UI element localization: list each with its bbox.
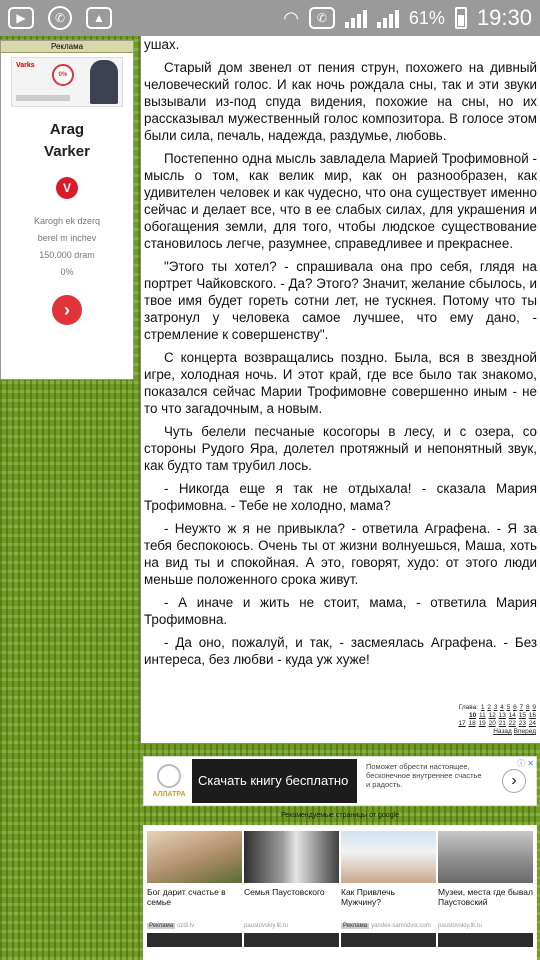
chapter-link[interactable]: 24 <box>528 720 536 727</box>
paragraph: - А иначе и жить не стоит, мама, - ответила Мария Трофимовна. <box>144 595 537 627</box>
prev-chapter-link[interactable]: Назад <box>493 728 512 735</box>
ad-desc-line: 0% <box>60 267 74 277</box>
recommended-caption[interactable]: Семья Паустовского <box>244 887 325 897</box>
ad-tag: Реклама <box>149 923 174 929</box>
paragraph: С концерта возвращались поздно. Была, вся в звездной игре, холодная ночь. И этот край, где все было так знакомо, показался сейчас Марии Трофимовне совершенно иным - не то что загадочным, а новым. <box>144 350 537 416</box>
ad-arrow-button[interactable]: › <box>502 769 526 793</box>
recommended-card[interactable] <box>438 831 533 929</box>
recommended-image[interactable] <box>244 933 339 947</box>
recommended-image[interactable] <box>244 831 339 883</box>
recommended-row-2 <box>143 929 537 947</box>
recommended-image[interactable] <box>438 831 533 883</box>
chapter-link[interactable]: 2 <box>487 704 491 711</box>
chapter-navigation <box>457 704 536 736</box>
recommended-caption[interactable]: Бог дарит счастье в семье <box>147 887 226 907</box>
recommended-source <box>244 923 339 929</box>
chapter-link[interactable]: 7 <box>519 704 524 711</box>
ad-banner-image[interactable] <box>11 57 123 107</box>
battery-percent: 61% <box>408 7 445 28</box>
recommended-title: Рекомендуемые страницы от google <box>280 812 400 819</box>
ad-badge-icon: 0% <box>52 64 74 86</box>
allatra-brand-name: АЛЛАТРА <box>152 791 186 798</box>
ad-description <box>1 213 133 281</box>
ad-open-button[interactable]: › <box>52 295 82 325</box>
source-domain: paustovskiy.lit.ru <box>244 923 288 929</box>
recommended-source <box>341 923 436 929</box>
chapter-link[interactable]: 4 <box>500 704 504 711</box>
chapter-link[interactable]: 12 <box>488 712 496 719</box>
next-chapter-link[interactable]: Вперед <box>513 728 536 735</box>
chapter-link[interactable]: 11 <box>479 712 486 719</box>
ad-desc-line: Karogh ek dzerq <box>33 216 101 226</box>
download-book-button[interactable]: Скачать книгу бесплатно <box>192 759 357 803</box>
recommended-card[interactable] <box>147 831 242 929</box>
chapter-link[interactable]: 9 <box>532 704 536 711</box>
book-download-ad[interactable] <box>143 756 537 806</box>
ad-brand-logo: Varks <box>16 62 35 69</box>
recommended-card[interactable] <box>244 831 339 929</box>
paragraph: Чуть белели песчаные косогоры в лесу, и с озера, со стороны Рудого Яра, долетел протяжный и непонятный звук, как будто там трубил лось. <box>144 424 537 473</box>
youtube-icon: ▶ <box>8 7 34 29</box>
recommended-caption[interactable]: Как Привлечь Мужчину? <box>341 887 395 907</box>
paragraph: - Да оно, пожалуй, и так, - засмеялась Аграфена. - Без интереса, без любви - куда уж хуже! <box>144 635 537 667</box>
signal-icon-2 <box>377 8 399 28</box>
clock: 19:30 <box>476 5 532 30</box>
chapter-link[interactable]: 19 <box>478 720 486 727</box>
chapter-link[interactable]: 20 <box>488 720 496 727</box>
chapter-link[interactable]: 3 <box>493 704 498 711</box>
recommended-image[interactable] <box>147 831 242 883</box>
chapter-link[interactable]: 15 <box>518 712 526 719</box>
recommended-source <box>147 923 242 929</box>
left-ad-panel[interactable] <box>0 40 134 380</box>
paragraph: - Никогда еще я так не отдыхала! - сказала Мария Трофимовна. - Тебе не холодно, мама? <box>144 481 537 513</box>
ad-brand-icon: V <box>56 177 78 199</box>
chapter-link[interactable]: 21 <box>498 720 506 727</box>
article-text <box>140 36 540 744</box>
recommended-image[interactable] <box>147 933 242 947</box>
ad-tag: Реклама <box>343 923 368 929</box>
chapter-link[interactable]: 14 <box>508 712 516 719</box>
wifi-icon: ◠ <box>283 7 299 28</box>
ad-strip <box>16 95 70 101</box>
status-bar <box>0 0 540 36</box>
paragraph: Постепенно одна мысль завладела Марией Трофимовной - мысль о том, как велик мир, как он разнообразен, как удивителен человек и как чудесно, что она существует именно сейчас и делает все, что в ее слабых силах, для украшения и обогащения земли, для того, чтобы людское существование становилось легче, разумнее, справедливее и прекраснее. <box>144 151 537 251</box>
source-domain: paustovskiy.lit.ru <box>438 923 482 929</box>
phone-icon: ✆ <box>309 7 335 29</box>
viber-icon: ✆ <box>48 6 72 30</box>
ad-info-close-icon[interactable]: ⓘ ✕ <box>517 759 534 768</box>
chapter-link[interactable]: 23 <box>518 720 526 727</box>
chapter-link[interactable]: 10 <box>468 712 477 719</box>
recommended-image[interactable] <box>341 933 436 947</box>
ad-title-line1: Arag <box>49 121 85 138</box>
recommended-card[interactable] <box>341 831 436 929</box>
gallery-icon: ▲ <box>86 7 112 29</box>
chapters-label: Глава: <box>458 704 479 711</box>
paragraph: Старый дом звенел от пения струн, похожего на дивный человеческий голос. И как ночь рождала сны, так и эти звуки вызывали из-под спуда видения, похожие на сны, но их рассказывал мужественный голос композитора. В голосе этом были сила, печаль, надежда, раздумье, любовь. <box>144 60 537 143</box>
chapter-link[interactable]: 22 <box>508 720 516 727</box>
ad-title-line2: Varker <box>44 143 90 160</box>
ad-title[interactable] <box>1 119 133 163</box>
source-domain: ozdi.lv <box>177 923 195 929</box>
allatra-emblem-icon <box>157 764 181 788</box>
ad-desc-line: 150.000 dram <box>39 250 95 260</box>
paragraph: "Этого ты хотел? - спрашивала она про себя, глядя на портрет Чайковского. - Да? Этого? Значит, желание сбылось, и твое имя будет гореть сотни лет, не тускнея. Потому что ты затронул у человека самое лучшее, что ему дано, - стремление к совершенству". <box>144 259 537 342</box>
recommended-image[interactable] <box>438 933 533 947</box>
paragraph: ушах. <box>144 37 180 52</box>
recommended-image[interactable] <box>341 831 436 883</box>
signal-icon <box>345 8 367 28</box>
chapter-link[interactable]: 18 <box>468 720 476 727</box>
recommended-pages <box>143 825 537 960</box>
chapter-link[interactable]: 5 <box>506 704 511 711</box>
allatra-logo <box>146 759 192 803</box>
chapter-link[interactable]: 17 <box>458 720 466 727</box>
chapter-link[interactable]: 8 <box>525 704 530 711</box>
ad-header: Реклама <box>1 41 133 53</box>
paragraph: - Неужто ж я не привыкла? - ответила Аграфена. - Я за тебя беспокоюсь. Очень ты от жизни волнуешься, Маша, хоть на вид ты и спокойная. А это, говорят, худо: от этого люди меньше положенного срока живут. <box>144 521 537 587</box>
chapter-link[interactable]: 13 <box>498 712 506 719</box>
chapter-link[interactable]: 1 <box>480 704 485 711</box>
ad-desc-line: berel m inchev <box>37 233 97 243</box>
battery-icon <box>455 7 467 29</box>
recommended-source <box>438 923 533 929</box>
source-domain: yandex-samodvix.com <box>371 923 431 929</box>
recommended-caption[interactable]: Музеи, места где бывал Паустовский <box>438 887 533 907</box>
ad-text: Поможет обрести настоящее, бесконечное внутреннее счастье и радость. <box>366 762 482 789</box>
chapter-link[interactable]: 6 <box>513 704 517 711</box>
chapter-link[interactable]: 16 <box>528 712 536 719</box>
ad-person-image <box>90 60 118 104</box>
